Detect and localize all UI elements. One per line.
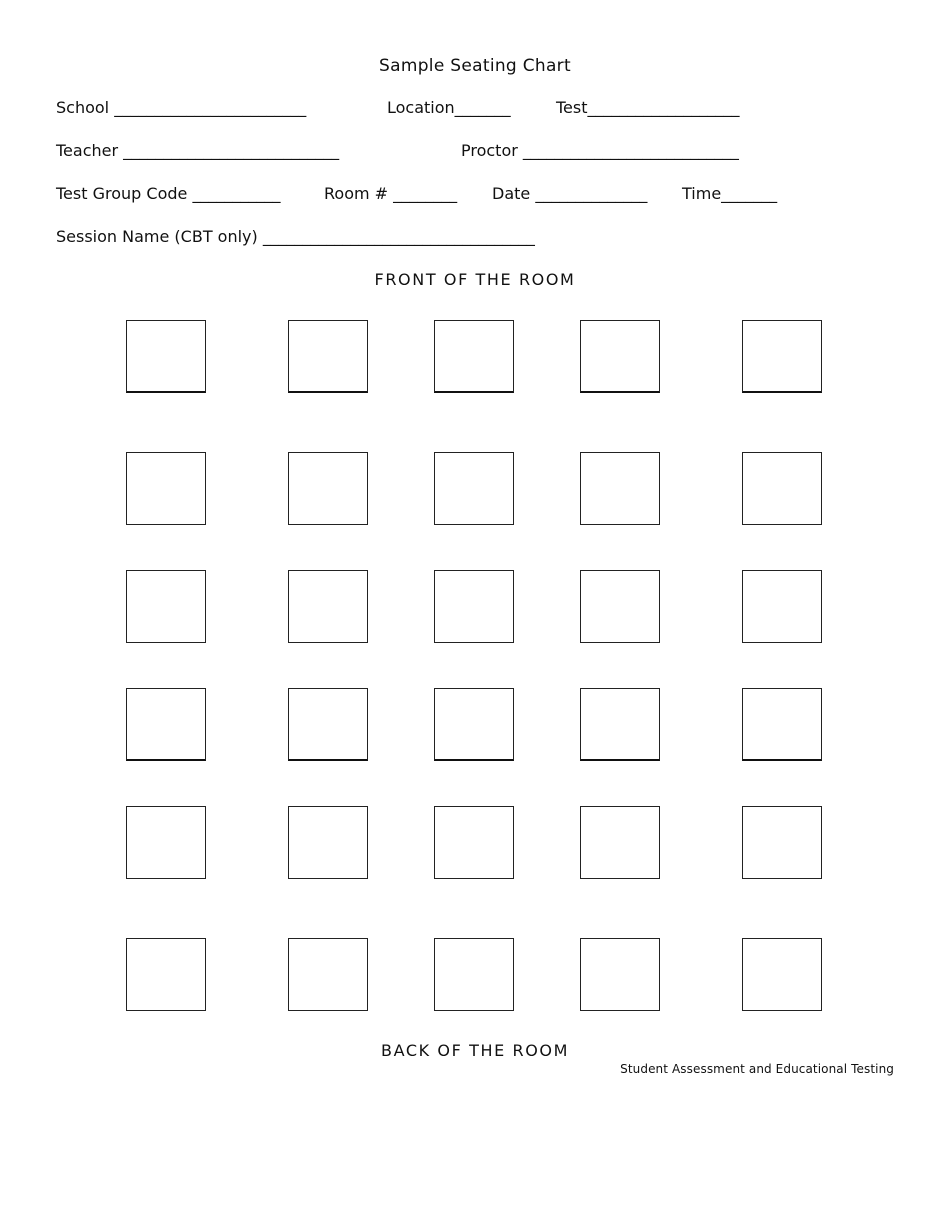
seat-box[interactable] [126, 320, 206, 393]
seat-box[interactable] [434, 688, 514, 761]
seat-box[interactable] [434, 570, 514, 643]
seat-box[interactable] [434, 806, 514, 879]
seat-box[interactable] [742, 570, 822, 643]
seat-box[interactable] [434, 452, 514, 525]
proctor-field[interactable]: Proctor ___________________________ [461, 141, 739, 160]
seat-box[interactable] [742, 688, 822, 761]
seat-box[interactable] [288, 452, 368, 525]
seat-box[interactable] [288, 688, 368, 761]
seat-box[interactable] [126, 806, 206, 879]
teacher-field[interactable]: Teacher ___________________________ [56, 141, 340, 160]
back-of-room-label: BACK OF THE ROOM [381, 1041, 569, 1060]
seat-box[interactable] [742, 938, 822, 1011]
seat-box[interactable] [288, 570, 368, 643]
location-field[interactable]: Location_______ [387, 98, 511, 117]
school-field[interactable]: School ________________________ [56, 98, 307, 117]
footer-organization: Student Assessment and Educational Testing [620, 1062, 894, 1076]
test-field[interactable]: Test___________________ [556, 98, 740, 117]
seat-box[interactable] [126, 570, 206, 643]
page-title: Sample Seating Chart [379, 56, 571, 76]
seat-box[interactable] [288, 806, 368, 879]
seat-box[interactable] [288, 320, 368, 393]
time-field[interactable]: Time_______ [682, 184, 778, 203]
seat-box[interactable] [580, 688, 660, 761]
seat-box[interactable] [742, 806, 822, 879]
seat-box[interactable] [434, 320, 514, 393]
session-name-field[interactable]: Session Name (CBT only) __________________________________ [56, 227, 535, 246]
seat-box[interactable] [126, 688, 206, 761]
seat-box[interactable] [126, 938, 206, 1011]
test-group-code-field[interactable]: Test Group Code ___________ [56, 184, 281, 203]
room-number-field[interactable]: Room # ________ [324, 184, 458, 203]
seat-box[interactable] [580, 938, 660, 1011]
seat-box[interactable] [580, 570, 660, 643]
seat-box[interactable] [742, 452, 822, 525]
seat-box[interactable] [580, 452, 660, 525]
seat-box[interactable] [288, 938, 368, 1011]
seat-box[interactable] [742, 320, 822, 393]
seat-box[interactable] [126, 452, 206, 525]
seat-box[interactable] [434, 938, 514, 1011]
front-of-room-label: FRONT OF THE ROOM [374, 270, 576, 289]
seat-box[interactable] [580, 320, 660, 393]
seat-box[interactable] [580, 806, 660, 879]
date-field[interactable]: Date ______________ [492, 184, 648, 203]
